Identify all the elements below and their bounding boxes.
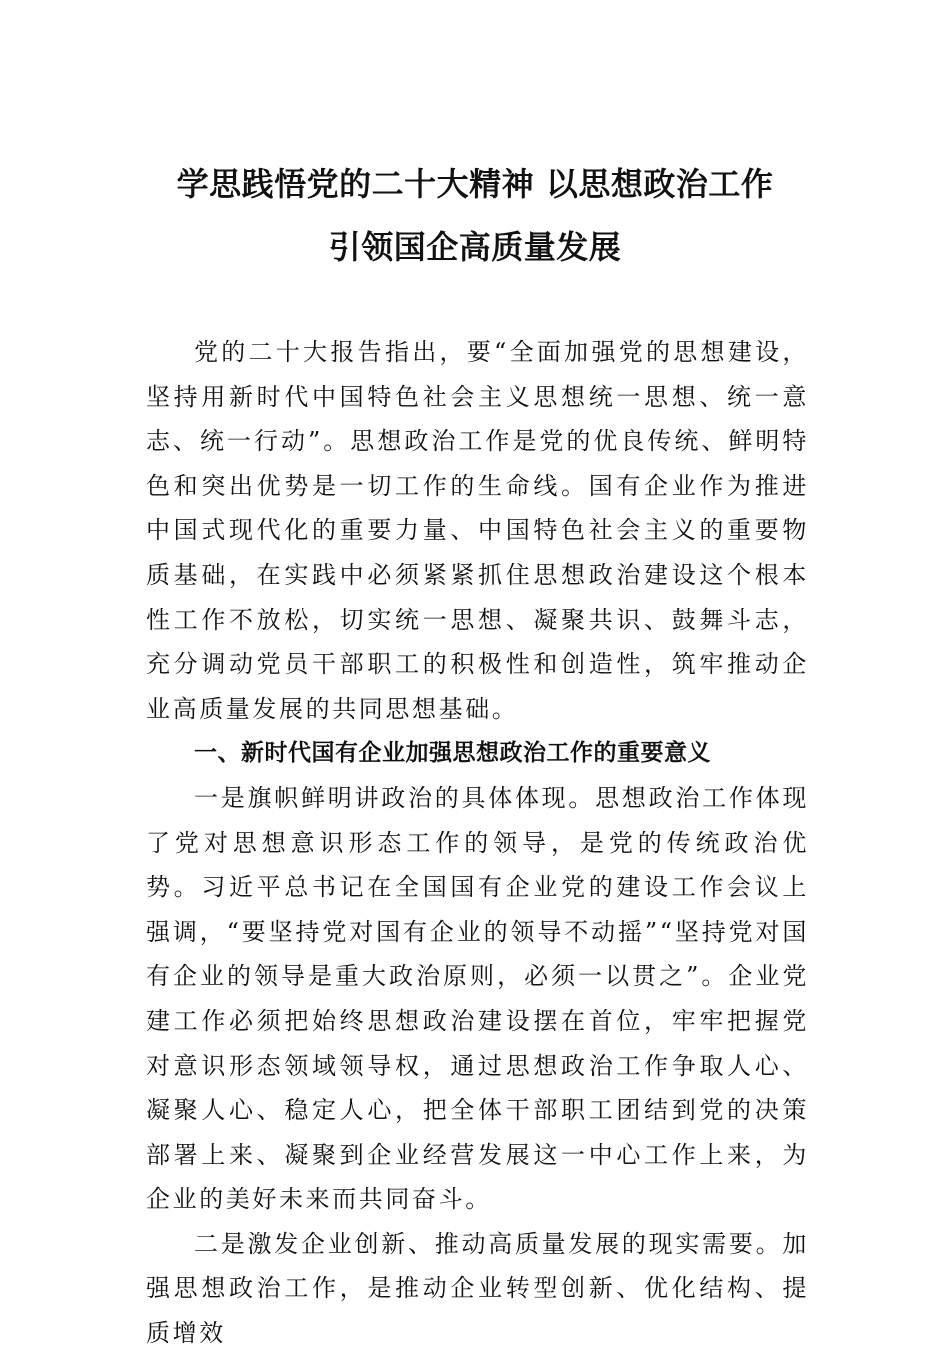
document-title-line-1: 学思践悟党的二十大精神 以思想政治工作 — [176, 165, 774, 203]
intro-paragraph: 党的二十大报告指出，要“全面加强党的思想建设，坚持用新时代中国特色社会主义思想统一思想、统一意志、统一行动”。思想政治工作是党的优良传统、鲜明特色和突出优势是一切工作的生命线。国有企业作为推进中国式现代化的重要力量、中国特色社会主义的重要物质基础，在实践中必须紧紧抓住思想政治建设这个根本性工作不放松，切实统一思想、凝聚共识、鼓舞斗志，充分调动党员干部职工的积极性和创造性，筑牢推动企业高质量发展的共同思想基础。 — [146, 338, 809, 723]
section-1-heading: 一、新时代国有企业加强思想政治工作的重要意义 — [194, 740, 711, 767]
document-body — [146, 330, 809, 1356]
point-2-paragraph: 二是激发企业创新、推动高质量发展的现实需要。加强思想政治工作，是推动企业转型创新、优化结构、提质增效 — [146, 1229, 809, 1348]
document-title-line-2: 引领国企高质量发展 — [328, 228, 622, 266]
point-1-paragraph: 一是旗帜鲜明讲政治的具体体现。思想政治工作体现了党对思想意识形态工作的领导，是党的传统政治优势。习近平总书记在全国国有企业党的建设工作会议上强调，“要坚持党对国有企业的领导不动摇”“坚持党对国有企业的领导是重大政治原则，必须一以贯之”。企业党建工作必须把始终思想政治建设摆在首位，牢牢把握党对意识形态领域领导权，通过思想政治工作争取人心、凝聚人心、稳定人心，把全体干部职工团结到党的决策部署上来、凝聚到企业经营发展这一中心工作上来，为企业的美好未来而共同奋斗。 — [146, 783, 809, 1214]
